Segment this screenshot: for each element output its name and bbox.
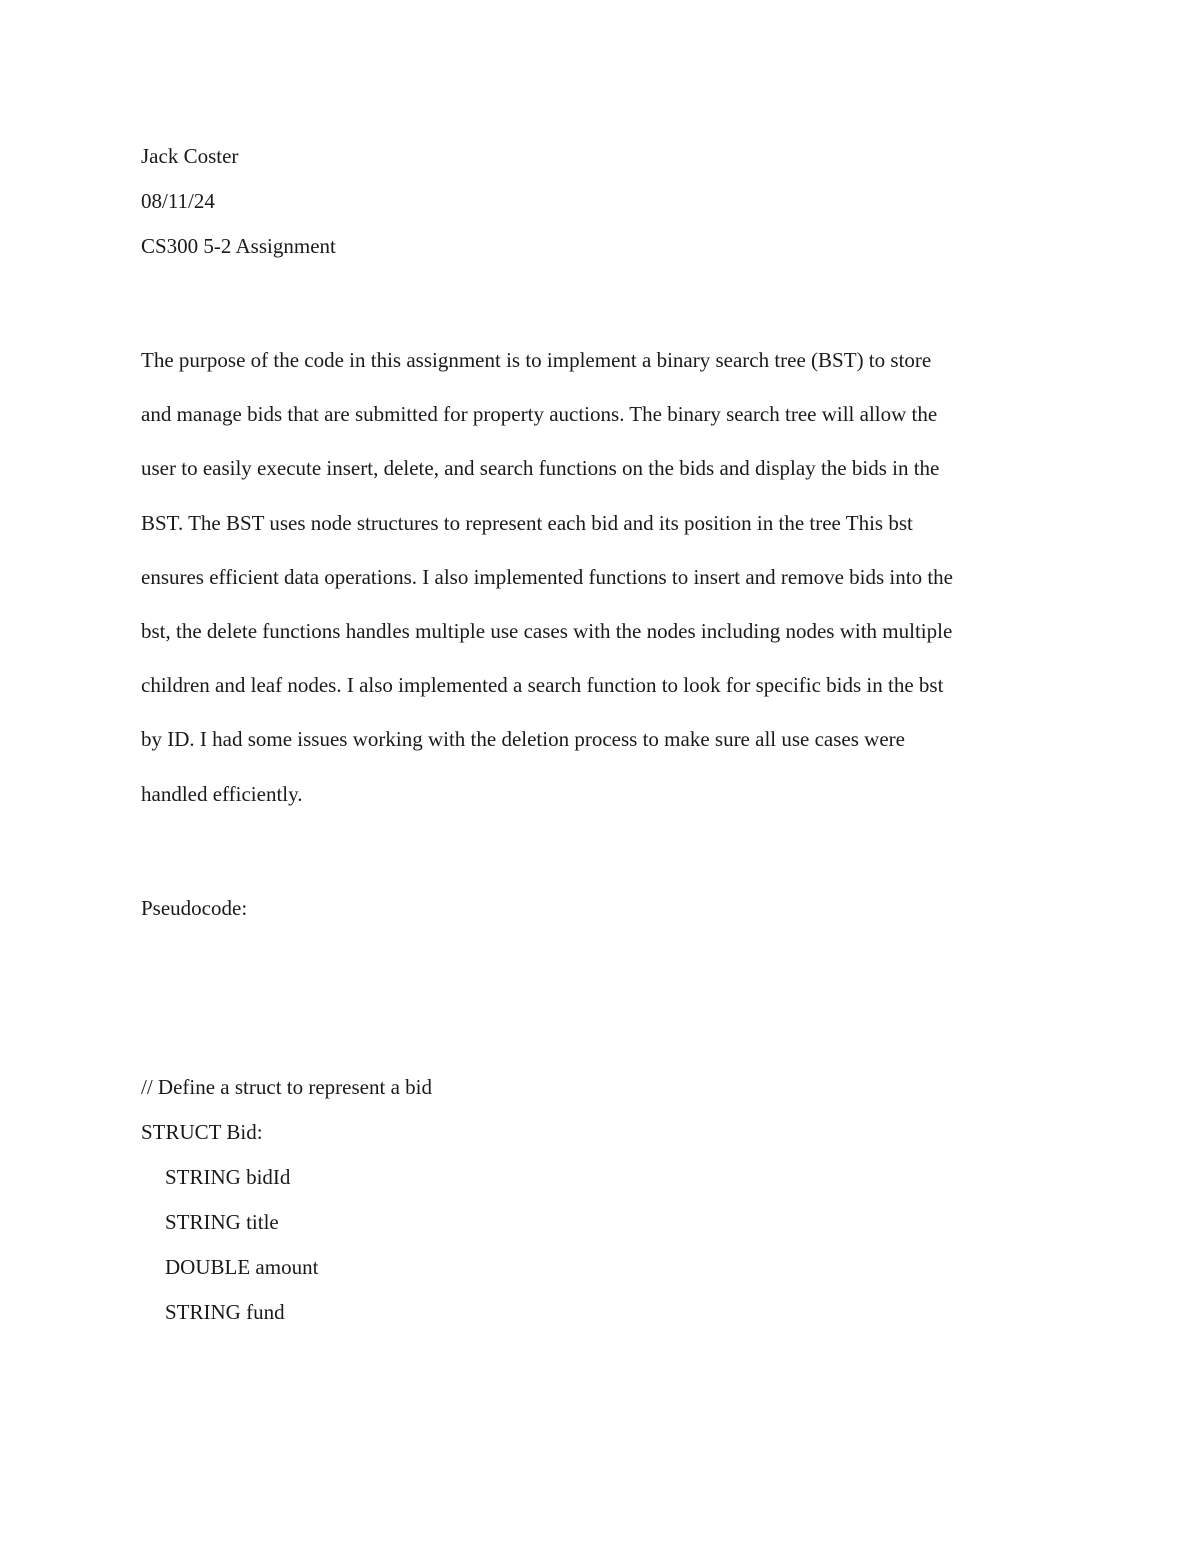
body-paragraph (141, 345, 1071, 833)
paragraph-line: by ID. I had some issues working with the deletion process to make sure all use cases were (141, 727, 905, 752)
code-comment: // Define a struct to represent a bid (141, 1075, 432, 1099)
course-title: CS300 5-2 Assignment (141, 234, 336, 258)
paragraph-line: user to easily execute insert, delete, and search functions on the bids and display the bids in the (141, 456, 940, 481)
paragraph-line: ensures efficient data operations. I also implemented functions to insert and remove bids into the (141, 564, 953, 589)
paragraph-line: BST. The BST uses node structures to represent each bid and its position in the tree This bst (141, 510, 913, 535)
paragraph-line: and manage bids that are submitted for property auctions. The binary search tree will allow the (141, 402, 938, 427)
paragraph-line: bst, the delete functions handles multiple use cases with the nodes including nodes with multiple (141, 618, 953, 643)
paragraph-line: handled efficiently. (141, 781, 303, 806)
assignment-date: 08/11/24 (141, 189, 215, 213)
paragraph-line: The purpose of the code in this assignment is to implement a binary search tree (BST) to store (141, 348, 932, 372)
struct-field: STRING title (165, 1210, 279, 1234)
paragraph-line: children and leaf nodes. I also implemented a search function to look for specific bids in the bst (141, 673, 944, 698)
struct-field: DOUBLE amount (165, 1255, 319, 1279)
pseudocode-block (141, 1074, 432, 1344)
struct-field: STRING bidId (165, 1165, 291, 1189)
struct-field: STRING fund (165, 1300, 285, 1324)
struct-declaration: STRUCT Bid: (141, 1120, 263, 1144)
pseudocode-label: Pseudocode: (141, 896, 248, 920)
author-name: Jack Coster (141, 144, 239, 168)
